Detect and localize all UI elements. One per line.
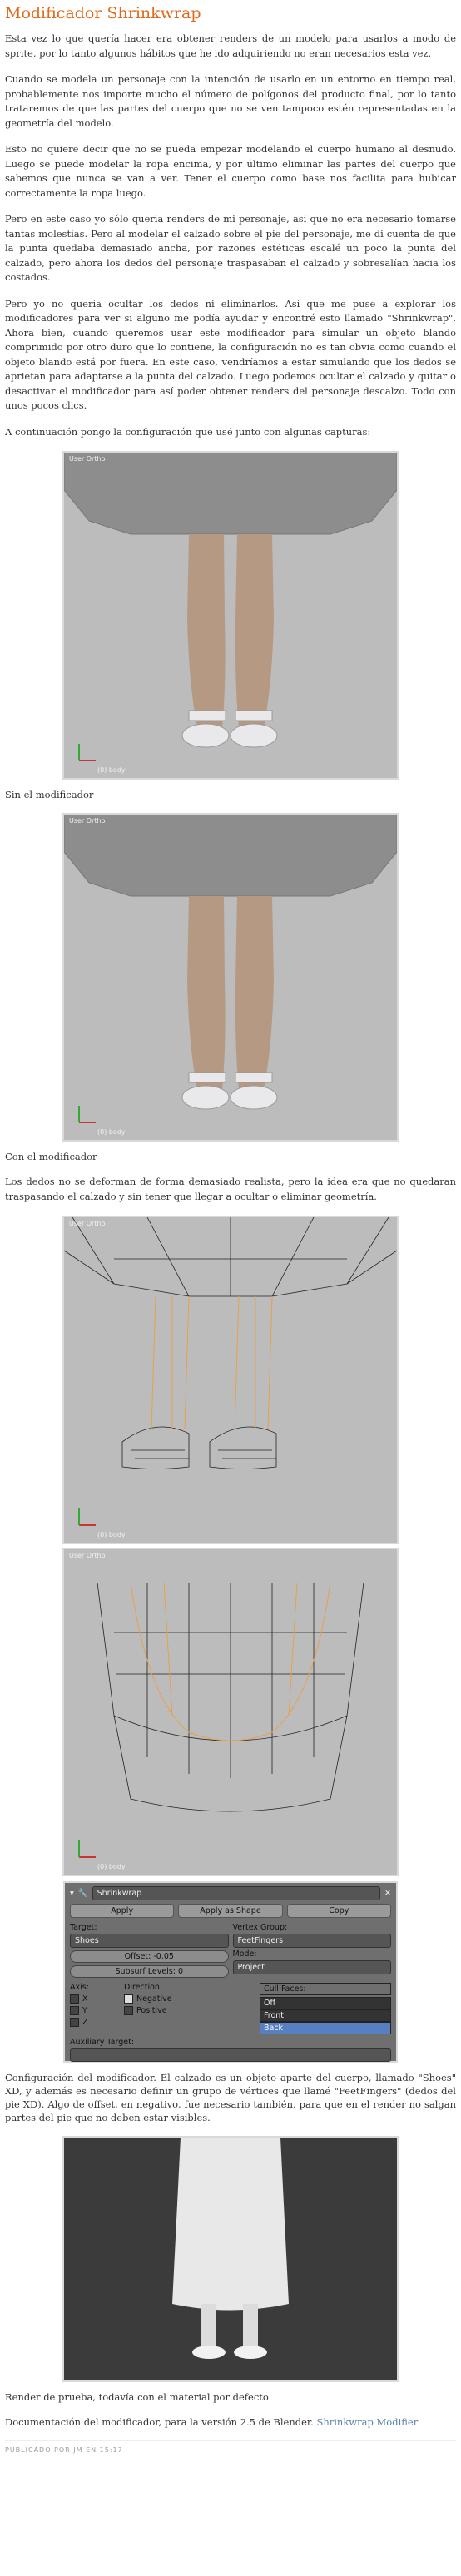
viewport-render xyxy=(64,815,397,1140)
documentation-link[interactable]: Shrinkwrap Modifier xyxy=(316,2416,419,2428)
axis-label: Axis: xyxy=(70,1983,89,1992)
render-screenshot[interactable] xyxy=(62,2136,399,2382)
viewport-object: (0) body xyxy=(97,1531,126,1538)
viewport-screenshot-no-modifier[interactable] xyxy=(62,451,399,780)
viewport-object: (0) body xyxy=(97,766,126,774)
modifier-name-field[interactable]: Shrinkwrap xyxy=(92,1886,380,1900)
paragraph: Cuando se modela un personaje con la intención de usarlo en un entorno en tiempo real, probablemente nos importe mucho el número de polígonos del producto final, por lo tanto trataremos de que las partes del cuerpo que no se ven tampoco estén representadas en la geometría del modelo. xyxy=(5,73,456,129)
render-image xyxy=(64,2138,397,2380)
post-title[interactable]: Modificador Shrinkwrap xyxy=(5,4,201,22)
cull-off-option[interactable]: Off xyxy=(260,1997,391,2009)
wireframe-render xyxy=(64,1217,397,1543)
vertex-group-label: Vertex Group: xyxy=(232,1923,288,1932)
post-footer: PUBLICADO POR JM EN 15:17 xyxy=(5,2440,456,2454)
wireframe-render xyxy=(64,1549,397,1875)
axis-y-checkbox[interactable]: Y xyxy=(70,2006,120,2015)
viewport-object: (0) body xyxy=(97,1128,126,1136)
wireframe-screenshot-1[interactable] xyxy=(62,1216,399,1544)
viewport-label: User Ortho xyxy=(69,1220,106,1227)
offset-field[interactable]: Offset: -0.05 xyxy=(70,1950,229,1963)
direction-label: Direction: xyxy=(124,1983,163,1992)
documentation-text: Documentación del modificador, para la versión 2.5 de Blender. xyxy=(5,2416,314,2428)
paragraph: Esto no quiere decir que no se pueda empezar modelando el cuerpo humano al desnudo. Luego se puede modelar la ropa encima, y por último eliminar las partes del cuerpo que sabemos que nunca se van a ver. Tener el cuerpo como base nos facilita para hubicar correctamente la ropa luego. xyxy=(5,143,456,199)
viewport-label: User Ortho xyxy=(69,455,106,463)
caption: Sin el modificador xyxy=(5,789,94,800)
positive-checkbox[interactable]: Positive xyxy=(124,2006,255,2015)
wrench-icon: 🔧 xyxy=(77,1889,88,1898)
copy-button[interactable]: Copy xyxy=(287,1904,391,1918)
paragraph: Esta vez lo que quería hacer era obtener renders de un modelo para usarlos a modo de sprite, por lo tanto algunos hábitos que he ido adquiriendo no eran necesarios esta vez. xyxy=(5,32,456,59)
viewport-label: User Ortho xyxy=(69,817,106,825)
close-icon[interactable]: ✕ xyxy=(384,1889,391,1898)
mode-select[interactable]: Project xyxy=(233,1960,392,1974)
auxiliary-target-label: Auxiliary Target: xyxy=(70,2038,135,2047)
axis-z-checkbox[interactable]: Z xyxy=(70,2018,120,2027)
paragraph: Los dedos no se deforman de forma demasiado realista, pero la idea era que no quedaran traspasando el calzado y sin tener que llegar a ocultar o eliminar geometría. xyxy=(5,1176,456,1202)
vertex-group-field[interactable]: FeetFingers xyxy=(233,1934,392,1948)
paragraph: A continuación pongo la configuración que usé junto con algunas capturas: xyxy=(5,425,371,438)
caption: Configuración del modificador. El calzado es un objeto aparte del cuerpo, llamado "Shoes" XD, y además es necesario definir un grupo de vértices que llamé "FeetFingers" (dedos del pie XD). Algo de offset, en negativo, fue necesario también, para que en el render no salgan partes del pie que no deben estar visibles. xyxy=(5,2072,456,2123)
shrinkwrap-modifier-panel xyxy=(63,1881,398,2063)
caption: Render de prueba, todavía con el material por defecto xyxy=(5,2391,269,2403)
cull-back-option[interactable]: Back xyxy=(260,2022,391,2034)
viewport-object: (0) body xyxy=(97,1863,126,1870)
target-label: Target: xyxy=(70,1923,97,1932)
viewport-screenshot-with-modifier[interactable] xyxy=(62,813,399,1142)
mode-label: Mode: xyxy=(232,1949,257,1959)
collapse-arrow-icon[interactable]: ▾ xyxy=(70,1889,74,1898)
viewport-label: User Ortho xyxy=(69,1552,106,1559)
apply-button[interactable]: Apply xyxy=(70,1904,174,1918)
cull-front-option[interactable]: Front xyxy=(260,2009,391,2022)
auxiliary-target-field[interactable] xyxy=(70,2048,391,2062)
wireframe-screenshot-2[interactable] xyxy=(62,1548,399,1876)
viewport-render xyxy=(64,453,397,778)
caption: Con el modificador xyxy=(5,1151,97,1162)
documentation-line xyxy=(5,2415,456,2429)
target-field[interactable]: Shoes xyxy=(70,1934,229,1948)
axis-x-checkbox[interactable]: X xyxy=(70,1994,120,2004)
paragraph: Pero en este caso yo sólo quería renders de mi personaje, así que no era necesario tomarse tantas molestias. Pero al modelar el calzado sobre el pie del personaje, me di cuenta de que la punta quedaba demasiado ancha, por razones estéticas escalé un poco la punta del calzado, pero ahora los dedos del personaje traspasaban el calzado y sobresalían hacia los costados. xyxy=(5,213,456,283)
negative-checkbox[interactable]: Negative xyxy=(124,1994,255,2004)
subsurf-levels-field[interactable]: Subsurf Levels: 0 xyxy=(70,1965,229,1978)
apply-as-shape-button[interactable]: Apply as Shape xyxy=(178,1904,282,1918)
paragraph: Pero yo no quería ocultar los dedos ni eliminarlos. Así que me puse a explorar los modificadores para ver si alguno me podía ayudar y encontré esto llamado "Shrinkwrap". Ahora bien, cuando queremos usar este modificador para simular un objeto blando comprimido por otro duro que lo contiene, la configuración no es tan obvia como cuando el objeto blando está por fuera. En este caso, vendríamos a estar simulando que los dedos se aprietan para adaptarse a la punta del calzado. Luego podemos ocultar el calzado y quitar o desactivar el modificador para así poder obtener renders del personaje descalzo. Todo con unos pocos clics. xyxy=(5,297,456,411)
cull-faces-label: Cull Faces: xyxy=(260,1983,391,1995)
